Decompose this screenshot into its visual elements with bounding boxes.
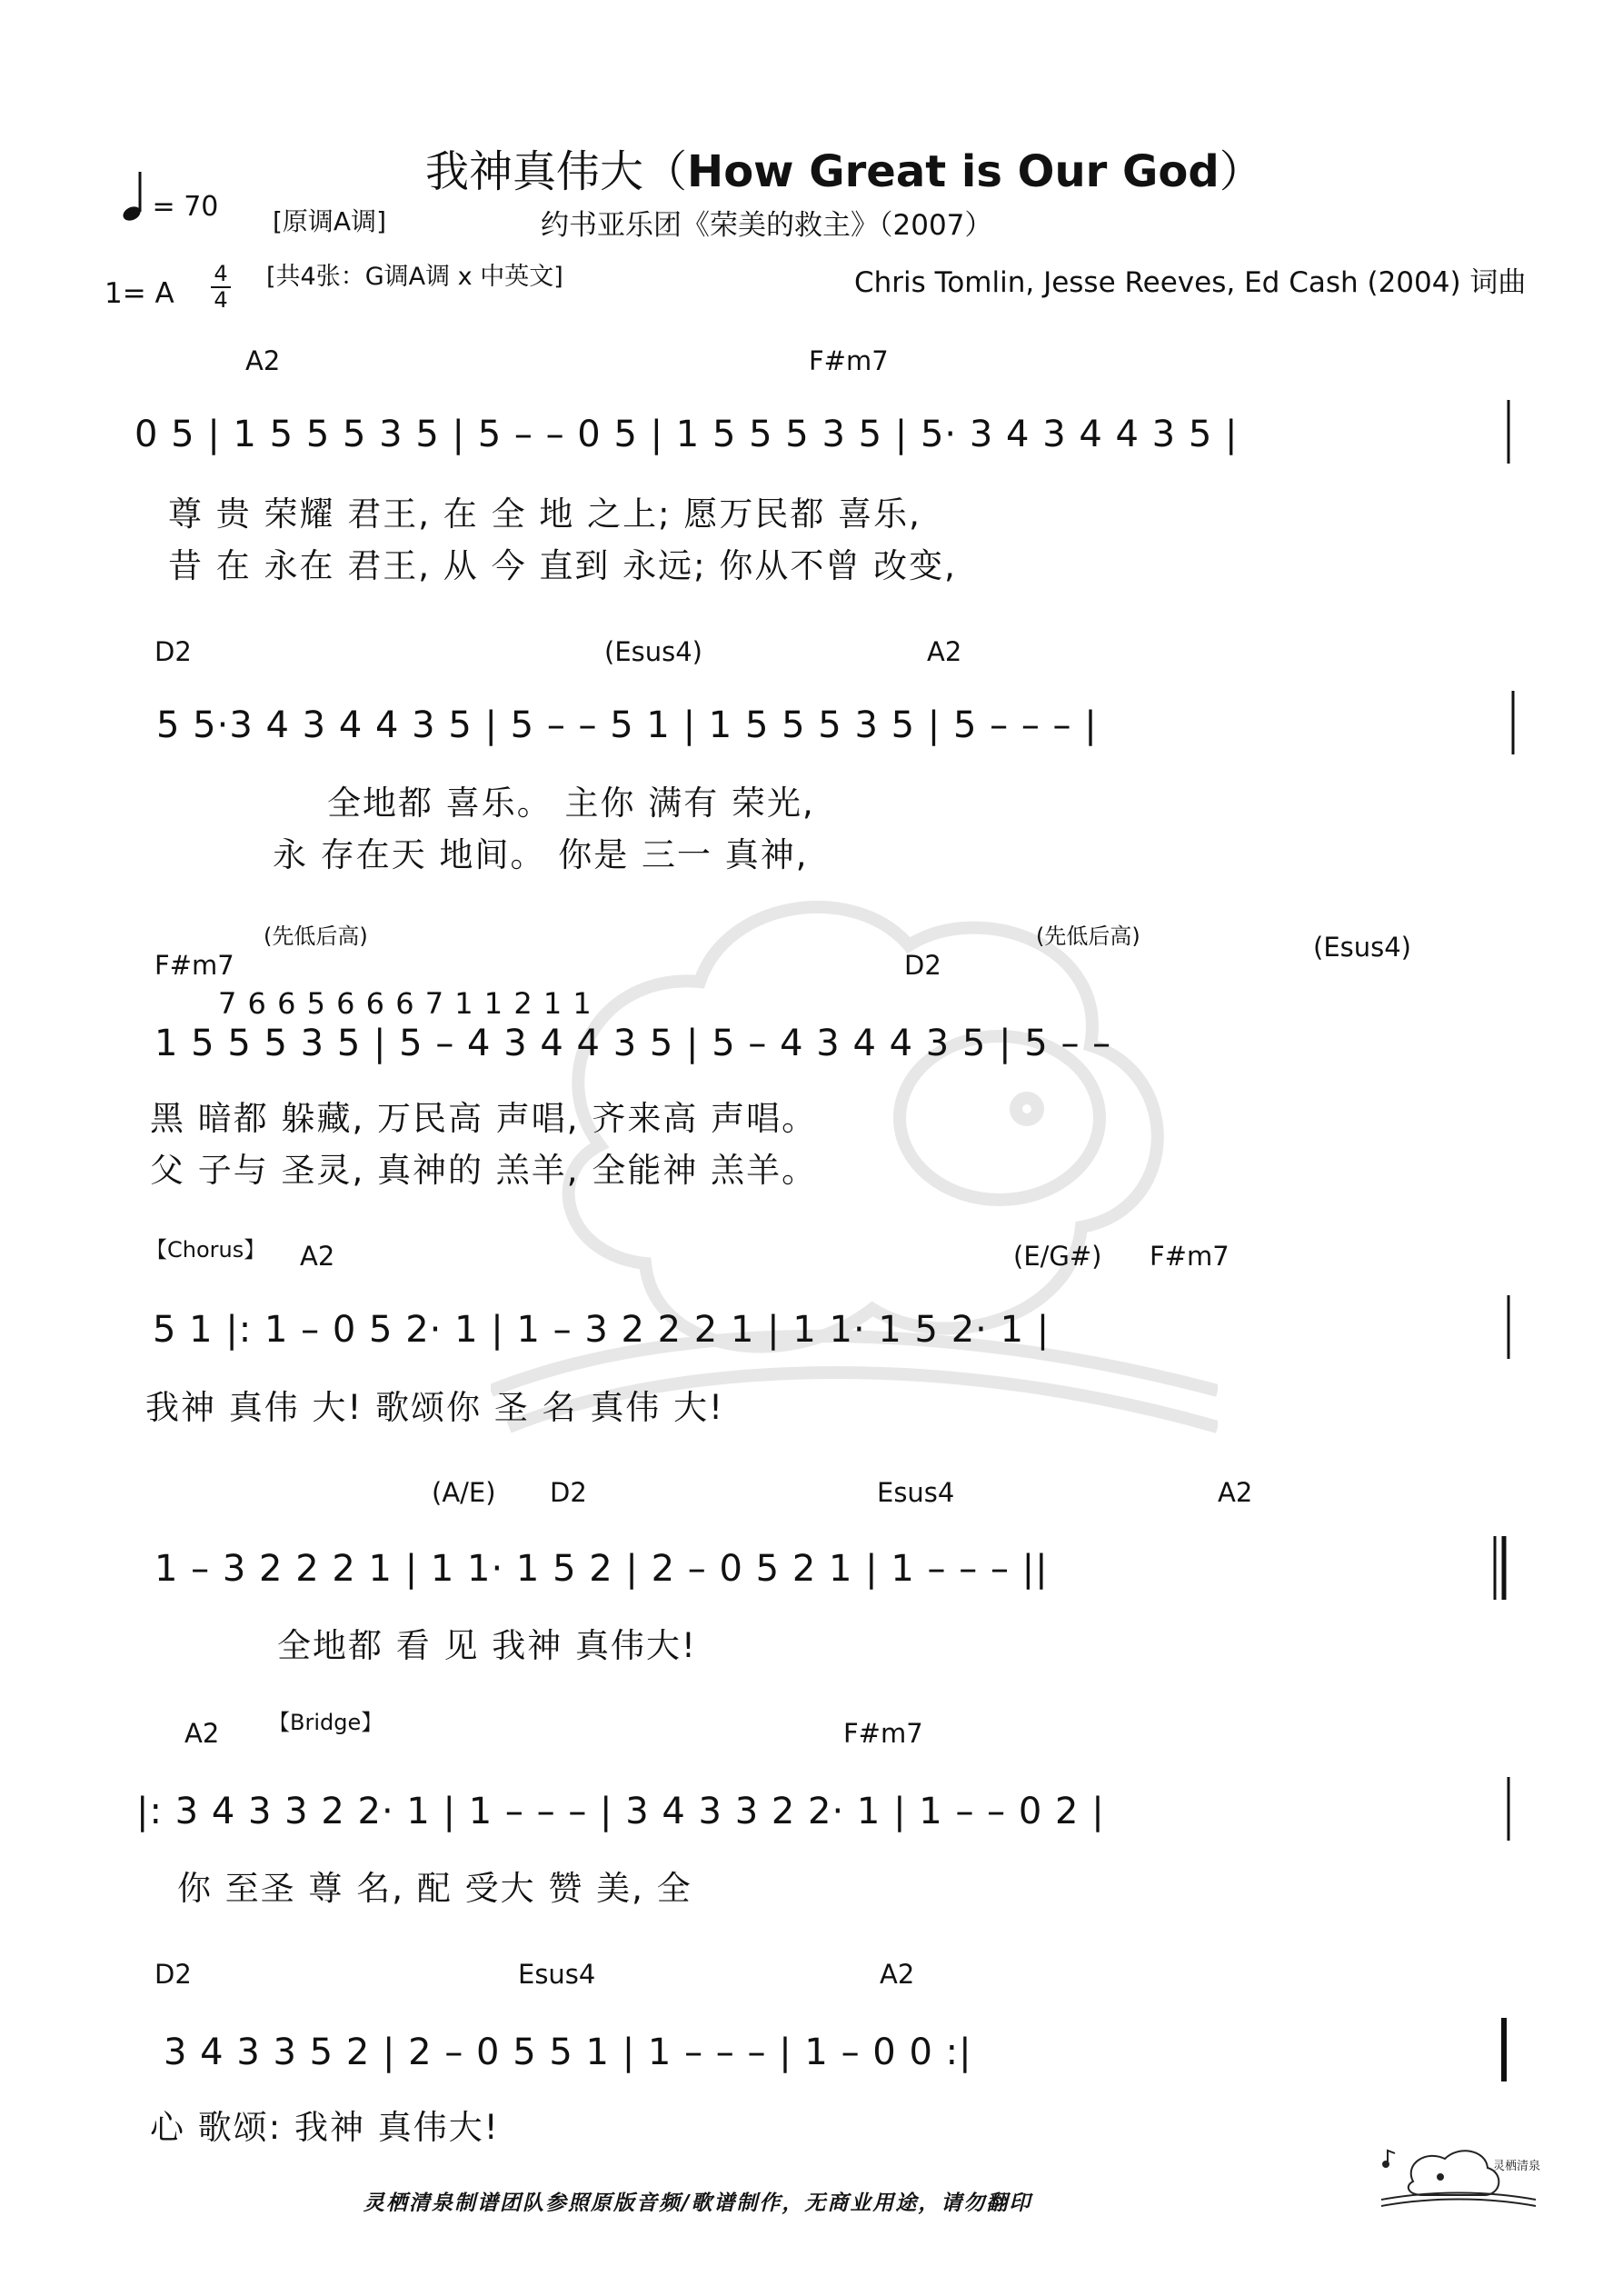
album-info: 约书亚乐团《荣美的救主》（2007） <box>541 209 993 242</box>
lyric-line: 你 至圣 尊 名, 配 受大 赞 美, 全 <box>177 1869 692 1908</box>
notation-line: 1 5 5 5 3 5 | 5 – 4 3 4 4 3 5 | 5 – 4 3 4 4 3 5 | 5 – – <box>154 1023 1112 1064</box>
title-cn: 我神真伟大 <box>425 146 644 197</box>
page-title: 我神真伟大（How Great is Our God） <box>425 146 1263 197</box>
original-key: [原调A调] <box>273 206 387 236</box>
lyric-verse-2: 昔 在 永在 君王, 从 今 直到 永远; 你从不曾 改变, <box>168 546 957 585</box>
chord-label: (Esus4) <box>604 636 702 667</box>
lyric-line: 全地都 看 见 我神 真伟大! <box>277 1626 697 1665</box>
lyric-verse-1: 黑 暗都 躲藏, 万民高 声唱, 齐来高 声唱。 <box>150 1099 818 1138</box>
chord-label: Esus4 <box>518 1959 596 1990</box>
logo-text: 灵栖清泉 <box>1493 2160 1540 2173</box>
notation-line: 3 4 3 3 5 2 | 2 – 0 5 5 1 | 1 – – – | 1 – 0 0 :| <box>164 2031 972 2073</box>
chord-label: F#m7 <box>154 950 234 981</box>
time-signature-top: 4 <box>214 261 228 286</box>
chord-label: A2 <box>880 1959 915 1990</box>
section-label-bridge: 【Bridge】 <box>268 1710 383 1735</box>
chord-label: A2 <box>245 345 281 376</box>
chord-label: F#m7 <box>843 1718 923 1749</box>
performance-hint: (先低后高) <box>264 923 368 949</box>
chord-label: D2 <box>154 1959 192 1990</box>
harmony-notes: 7 6 6 5 6 6 6 7 1 1 2 1 1 <box>218 986 592 1021</box>
chord-label: D2 <box>154 636 192 667</box>
chord-label: A2 <box>300 1241 335 1272</box>
sheets-note: [共4张：G调A调 x 中英文] <box>266 263 563 291</box>
chord-label: A2 <box>1218 1477 1253 1508</box>
lyric-line: 心 歌颂: 我神 真伟大! <box>150 2108 500 2147</box>
lyric-line: 我神 真伟 大! 歌颂你 圣 名 真伟 大! <box>145 1388 724 1427</box>
time-signature-bottom: 4 <box>214 287 228 313</box>
chord-label: (E/G#) <box>1013 1241 1102 1272</box>
chord-label: (A/E) <box>432 1477 496 1508</box>
chord-label: F#m7 <box>809 345 889 376</box>
lyric-verse-2: 父 子与 圣灵, 真神的 羔羊, 全能神 羔羊。 <box>150 1151 818 1190</box>
chord-label: A2 <box>184 1718 220 1749</box>
notation-line: 5 1 |: 1 – 0 5 2· 1 | 1 – 3 2 2 2 1 | 1 1· 1 5 2· 1 | <box>153 1309 1050 1351</box>
chord-label: Esus4 <box>877 1477 955 1508</box>
section-label-chorus: 【Chorus】 <box>145 1237 266 1263</box>
lyric-verse-1: 全地都 喜乐。 主你 满有 荣光, <box>327 784 815 823</box>
chord-label: A2 <box>927 636 962 667</box>
chord-label: D2 <box>904 950 941 981</box>
credits: Chris Tomlin, Jesse Reeves, Ed Cash (2004) 词曲 <box>854 266 1527 299</box>
notation-line: |: 3 4 3 3 2 2· 1 | 1 – – – | 3 4 3 3 2 2· 1 | 1 – – 0 2 | <box>136 1791 1105 1832</box>
performance-hint: (先低后高) <box>1036 923 1140 949</box>
key-signature: 1= A <box>105 277 174 310</box>
lyric-verse-2: 永 存在天 地间。 你是 三一 真神, <box>273 835 809 874</box>
footer-note: 灵栖清泉制谱团队参照原版音频/歌谱制作，无商业用途，请勿翻印 <box>363 2191 1032 2215</box>
tempo-value: = 70 <box>152 191 219 223</box>
notation-line: 0 5 | 1 5 5 5 3 5 | 5 – – 0 5 | 1 5 5 5 3 5 | 5· 3 4 3 4 4 3 5 | <box>134 414 1239 455</box>
chord-label: (Esus4) <box>1313 932 1411 963</box>
notation-line: 1 – 3 2 2 2 1 | 1 1· 1 5 2 | 2 – 0 5 2 1 | 1 – – – || <box>154 1548 1049 1590</box>
chord-label: F#m7 <box>1150 1241 1230 1272</box>
title-en: How Great is Our God <box>687 146 1220 197</box>
chord-label: D2 <box>550 1477 587 1508</box>
lyric-verse-1: 尊 贵 荣耀 君王, 在 全 地 之上; 愿万民都 喜乐, <box>168 494 921 534</box>
notation-line: 5 5·3 4 3 4 4 3 5 | 5 – – 5 1 | 1 5 5 5 3 5 | 5 – – – | <box>156 704 1098 746</box>
